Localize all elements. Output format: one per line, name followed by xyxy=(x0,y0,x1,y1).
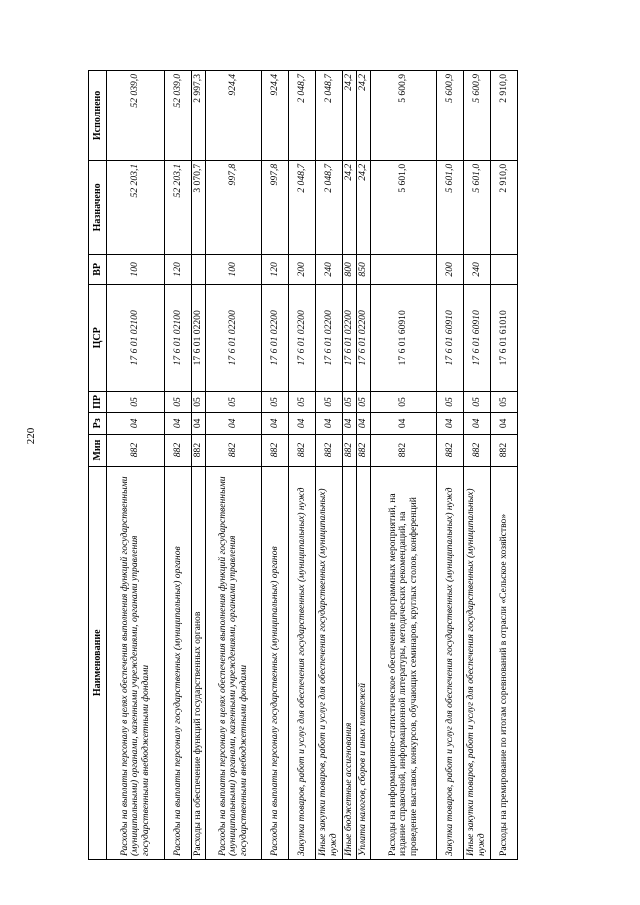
table-row xyxy=(316,71,343,860)
table-body xyxy=(107,71,518,860)
row-rz-cell: 04 xyxy=(316,413,343,434)
table-row xyxy=(262,71,289,860)
row-pr-cell: 05 xyxy=(206,391,262,412)
row-csr-cell: 17 6 01 60910 xyxy=(437,284,464,391)
row-assigned-cell: 5 601,0 xyxy=(371,160,437,254)
col-header-rz: Рз xyxy=(89,413,107,434)
row-assigned-cell: 3 070,7 xyxy=(192,160,206,254)
row-rz-cell: 04 xyxy=(262,413,289,434)
row-min-cell: 882 xyxy=(192,434,206,466)
table-row xyxy=(289,71,316,860)
row-pr-cell: 05 xyxy=(192,391,206,412)
row-min-cell: 882 xyxy=(464,434,491,466)
row-pr-cell: 05 xyxy=(357,391,371,412)
row-csr-cell: 17 6 01 02200 xyxy=(316,284,343,391)
row-rz-cell: 04 xyxy=(343,413,357,434)
row-executed-cell: 52 039,0 xyxy=(107,71,165,161)
row-vr-cell xyxy=(491,254,518,284)
row-name-cell: Расходы на премирование по итогам соревнований в отрасли «Сельское хозяйство» xyxy=(491,466,518,859)
col-header-min: Мин xyxy=(89,434,107,466)
row-min-cell: 882 xyxy=(262,434,289,466)
row-executed-cell: 24,2 xyxy=(357,71,371,161)
row-csr-cell: 17 6 01 60910 xyxy=(464,284,491,391)
row-name-cell: Расходы на выплаты персоналу государственных (муниципальных) органов xyxy=(165,466,192,859)
row-vr-cell xyxy=(371,254,437,284)
row-vr-cell: 120 xyxy=(165,254,192,284)
row-csr-cell: 17 6 01 60910 xyxy=(371,284,437,391)
row-pr-cell: 05 xyxy=(262,391,289,412)
table-row xyxy=(464,71,491,860)
row-rz-cell: 04 xyxy=(437,413,464,434)
row-vr-cell xyxy=(192,254,206,284)
row-executed-cell: 52 039,0 xyxy=(165,71,192,161)
row-vr-cell: 120 xyxy=(262,254,289,284)
table-row xyxy=(107,71,165,860)
row-vr-cell: 850 xyxy=(357,254,371,284)
row-rz-cell: 04 xyxy=(357,413,371,434)
row-min-cell: 882 xyxy=(491,434,518,466)
row-csr-cell: 17 6 01 02200 xyxy=(262,284,289,391)
row-assigned-cell: 52 203,1 xyxy=(107,160,165,254)
row-min-cell: 882 xyxy=(165,434,192,466)
row-name-cell: Закупка товаров, работ и услуг для обеспечения государственных (муниципальных) нужд xyxy=(289,466,316,859)
row-assigned-cell: 2 048,7 xyxy=(289,160,316,254)
row-executed-cell: 2 048,7 xyxy=(289,71,316,161)
row-rz-cell: 04 xyxy=(464,413,491,434)
row-name-cell: Иные бюджетные ассигнования xyxy=(343,466,357,859)
row-csr-cell: 17 6 01 61010 xyxy=(491,284,518,391)
col-header-assigned: Назначено xyxy=(89,160,107,254)
row-assigned-cell: 5 601,0 xyxy=(437,160,464,254)
row-name-cell: Иные закупки товаров, работ и услуг для обеспечения государственных (муниципальных) нужд xyxy=(464,466,491,859)
row-vr-cell: 200 xyxy=(437,254,464,284)
row-executed-cell: 5 600,9 xyxy=(371,71,437,161)
col-header-csr: ЦСР xyxy=(89,284,107,391)
row-assigned-cell: 5 601,0 xyxy=(464,160,491,254)
page-number-wrap xyxy=(16,427,56,450)
table-row xyxy=(165,71,192,860)
row-executed-cell: 24,2 xyxy=(343,71,357,161)
row-rz-cell: 04 xyxy=(491,413,518,434)
row-pr-cell: 05 xyxy=(464,391,491,412)
table-row xyxy=(192,71,206,860)
row-min-cell: 882 xyxy=(371,434,437,466)
budget-table-container xyxy=(88,70,608,860)
row-rz-cell: 04 xyxy=(371,413,437,434)
row-rz-cell: 04 xyxy=(165,413,192,434)
row-pr-cell: 05 xyxy=(343,391,357,412)
row-assigned-cell: 24,2 xyxy=(343,160,357,254)
col-header-pr: ПР xyxy=(89,391,107,412)
row-executed-cell: 924,4 xyxy=(262,71,289,161)
page-number: 220 xyxy=(25,427,37,445)
row-pr-cell: 05 xyxy=(107,391,165,412)
row-rz-cell: 04 xyxy=(107,413,165,434)
row-min-cell: 882 xyxy=(316,434,343,466)
row-pr-cell: 05 xyxy=(437,391,464,412)
row-vr-cell: 100 xyxy=(107,254,165,284)
row-name-cell: Расходы на выплаты персоналу в целях обеспечения выполнения функций государственными (муниципальными) органами, казенными учреждениями, органами управления государственными внебюджетными фондами xyxy=(206,466,262,859)
row-name-cell: Закупка товаров, работ и услуг для обеспечения государственных (муниципальных) нужд xyxy=(437,466,464,859)
row-name-cell: Расходы на выплаты персоналу в целях обеспечения выполнения функций государственными (муниципальными) органами, казенными учреждениями, органами управления государственными внебюджетными фондами xyxy=(107,466,165,859)
row-name-cell: Расходы на обеспечение функций государственных органов xyxy=(192,466,206,859)
row-executed-cell: 5 600,9 xyxy=(464,71,491,161)
row-min-cell: 882 xyxy=(107,434,165,466)
row-csr-cell: 17 6 01 02200 xyxy=(206,284,262,391)
row-vr-cell: 800 xyxy=(343,254,357,284)
row-pr-cell: 05 xyxy=(165,391,192,412)
row-min-cell: 882 xyxy=(289,434,316,466)
row-csr-cell: 17 6 01 02100 xyxy=(107,284,165,391)
row-executed-cell: 924,4 xyxy=(206,71,262,161)
row-name-cell: Иные закупки товаров, работ и услуг для обеспечения государственных (муниципальных) нужд xyxy=(316,466,343,859)
col-header-vr: ВР xyxy=(89,254,107,284)
row-name-cell: Уплата налогов, сборов и иных платежей xyxy=(357,466,371,859)
row-assigned-cell: 52 203,1 xyxy=(165,160,192,254)
row-rz-cell: 04 xyxy=(206,413,262,434)
table-row xyxy=(491,71,518,860)
table-row xyxy=(437,71,464,860)
row-rz-cell: 04 xyxy=(192,413,206,434)
row-min-cell: 882 xyxy=(206,434,262,466)
row-csr-cell: 17 6 01 02200 xyxy=(289,284,316,391)
row-assigned-cell: 24,2 xyxy=(357,160,371,254)
row-executed-cell: 2 997,3 xyxy=(192,71,206,161)
row-vr-cell: 200 xyxy=(289,254,316,284)
table-row xyxy=(206,71,262,860)
row-min-cell: 882 xyxy=(343,434,357,466)
row-assigned-cell: 2 910,0 xyxy=(491,160,518,254)
table-row xyxy=(357,71,371,860)
row-vr-cell: 240 xyxy=(464,254,491,284)
row-assigned-cell: 2 048,7 xyxy=(316,160,343,254)
row-executed-cell: 2 910,0 xyxy=(491,71,518,161)
row-name-cell: Расходы на информационно-статистическое обеспечение программных мероприятий, на издание справочной, информационной литературы, методических рекомендаций, на проведение выставок, конкурсов, обучающих семинаров, круглых столов, конференций xyxy=(371,466,437,859)
row-min-cell: 882 xyxy=(357,434,371,466)
row-csr-cell: 17 6 01 02200 xyxy=(357,284,371,391)
table-row xyxy=(343,71,357,860)
row-name-cell: Расходы на выплаты персоналу государственных (муниципальных) органов xyxy=(262,466,289,859)
row-vr-cell: 100 xyxy=(206,254,262,284)
row-pr-cell: 05 xyxy=(316,391,343,412)
row-csr-cell: 17 6 01 02100 xyxy=(165,284,192,391)
budget-table xyxy=(88,70,518,860)
row-vr-cell: 240 xyxy=(316,254,343,284)
row-pr-cell: 05 xyxy=(491,391,518,412)
row-executed-cell: 5 600,9 xyxy=(437,71,464,161)
row-rz-cell: 04 xyxy=(289,413,316,434)
table-header-row xyxy=(89,71,107,860)
row-min-cell: 882 xyxy=(437,434,464,466)
row-csr-cell: 17 6 01 02200 xyxy=(343,284,357,391)
row-pr-cell: 05 xyxy=(289,391,316,412)
col-header-executed: Исполнено xyxy=(89,71,107,161)
table-row xyxy=(371,71,437,860)
row-pr-cell: 05 xyxy=(371,391,437,412)
row-executed-cell: 2 048,7 xyxy=(316,71,343,161)
col-header-name: Наименование xyxy=(89,466,107,859)
row-assigned-cell: 997,8 xyxy=(206,160,262,254)
row-assigned-cell: 997,8 xyxy=(262,160,289,254)
row-csr-cell: 17 6 01 02200 xyxy=(192,284,206,391)
